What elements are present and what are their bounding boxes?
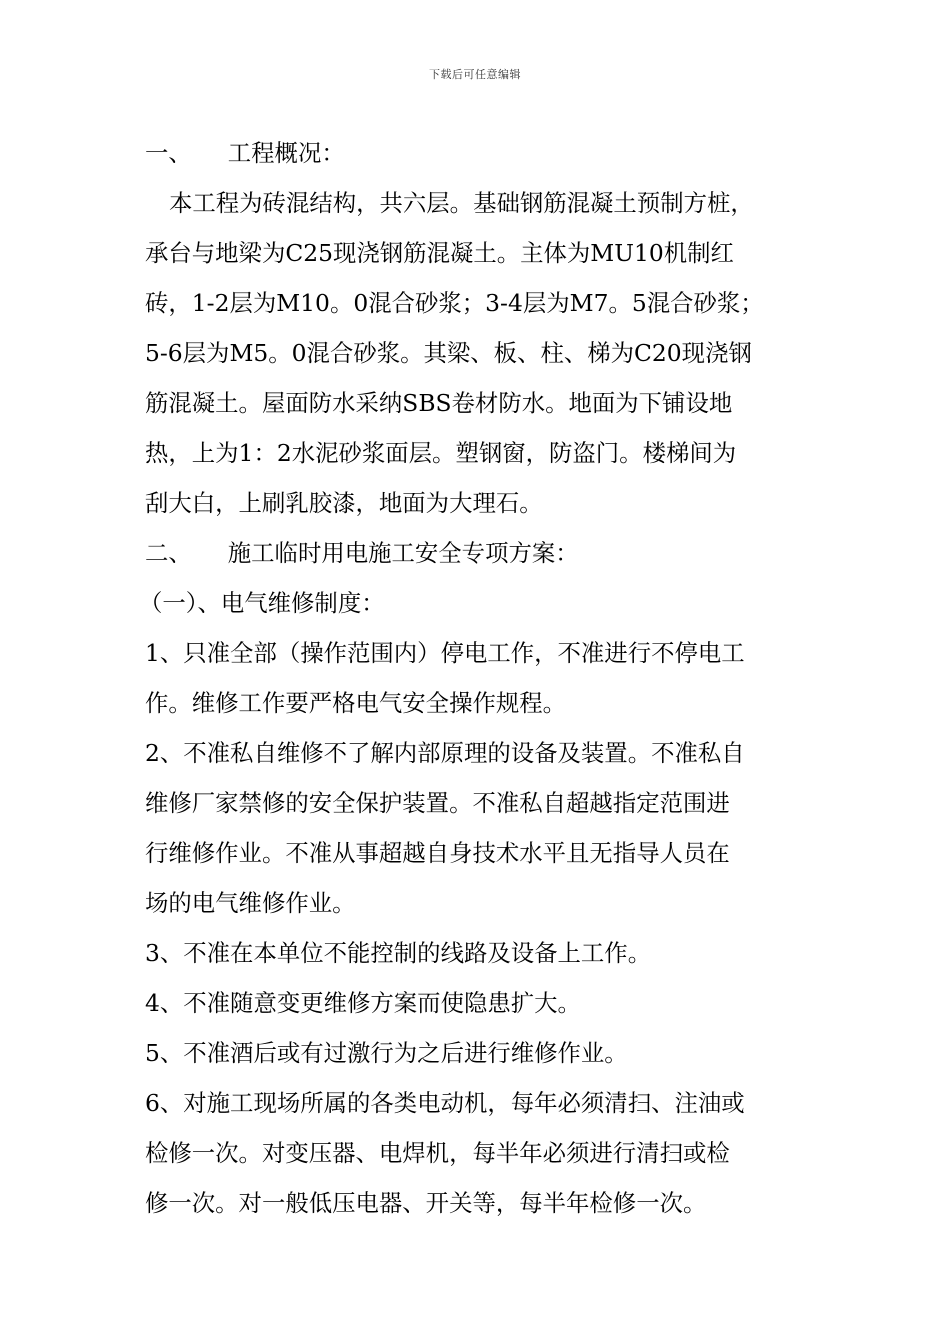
subsection-heading: （一）、电气维修制度： — [139, 589, 385, 617]
paragraph-line: 砖，1-2层为M10。0混合砂浆；3-4层为M7。5混合砂浆； — [145, 289, 764, 317]
rule-line: 5、不准酒后或有过激行为之后进行维修作业。 — [145, 1039, 628, 1067]
section-number: 一、 — [145, 139, 192, 167]
section-title: 施工临时用电施工安全专项方案： — [227, 539, 579, 567]
paragraph-line: 刮大白，上刷乳胶漆，地面为大理石。 — [145, 489, 543, 517]
section-heading-overview — [145, 128, 830, 178]
paragraph-line: 承台与地梁为C25现浇钢筋混凝土。主体为MU10机制红 — [145, 239, 734, 267]
page-header-note: 下载后可任意编辑 — [429, 68, 521, 81]
rule-line: 场的电气维修作业。 — [145, 889, 356, 917]
paragraph-line: 5-6层为M5。0混合砂浆。其梁、板、柱、梯为C20现浇钢 — [145, 339, 752, 367]
paragraph-line: 本工程为砖混结构，共六层。基础钢筋混凝土预制方桩， — [169, 189, 754, 217]
rule-line: 修一次。对一般低压电器、开关等，每半年检修一次。 — [145, 1189, 707, 1217]
document-body — [139, 128, 830, 1228]
rule-line: 行维修作业。不准从事超越自身技术水平且无指导人员在 — [145, 839, 730, 867]
rule-line: 检修一次。对变压器、电焊机，每半年必须进行清扫或检 — [145, 1139, 730, 1167]
rule-line: 维修厂家禁修的安全保护装置。不准私自超越指定范围进 — [145, 789, 730, 817]
paragraph-line: 热，上为1：2水泥砂浆面层。塑钢窗，防盗门。楼梯间为 — [145, 439, 737, 467]
rule-line: 作。维修工作要严格电气安全操作规程。 — [145, 689, 567, 717]
section-number: 二、 — [145, 539, 192, 567]
rule-line: 1、只准全部（操作范围内）停电工作，不准进行不停电工 — [145, 639, 745, 667]
rule-line: 4、不准随意变更维修方案而使隐患扩大。 — [145, 989, 581, 1017]
section-heading-safety-plan — [145, 528, 830, 578]
rule-line: 6、对施工现场所属的各类电动机，每年必须清扫、注油或 — [145, 1089, 745, 1117]
paragraph-line: 筋混凝土。屋面防水采纳SBS卷材防水。地面为下铺设地 — [145, 389, 733, 417]
rule-line: 2、不准私自维修不了解内部原理的设备及装置。不准私自 — [145, 739, 745, 767]
rule-line: 3、不准在本单位不能控制的线路及设备上工作。 — [145, 939, 652, 967]
section-title: 工程概况： — [227, 139, 345, 167]
